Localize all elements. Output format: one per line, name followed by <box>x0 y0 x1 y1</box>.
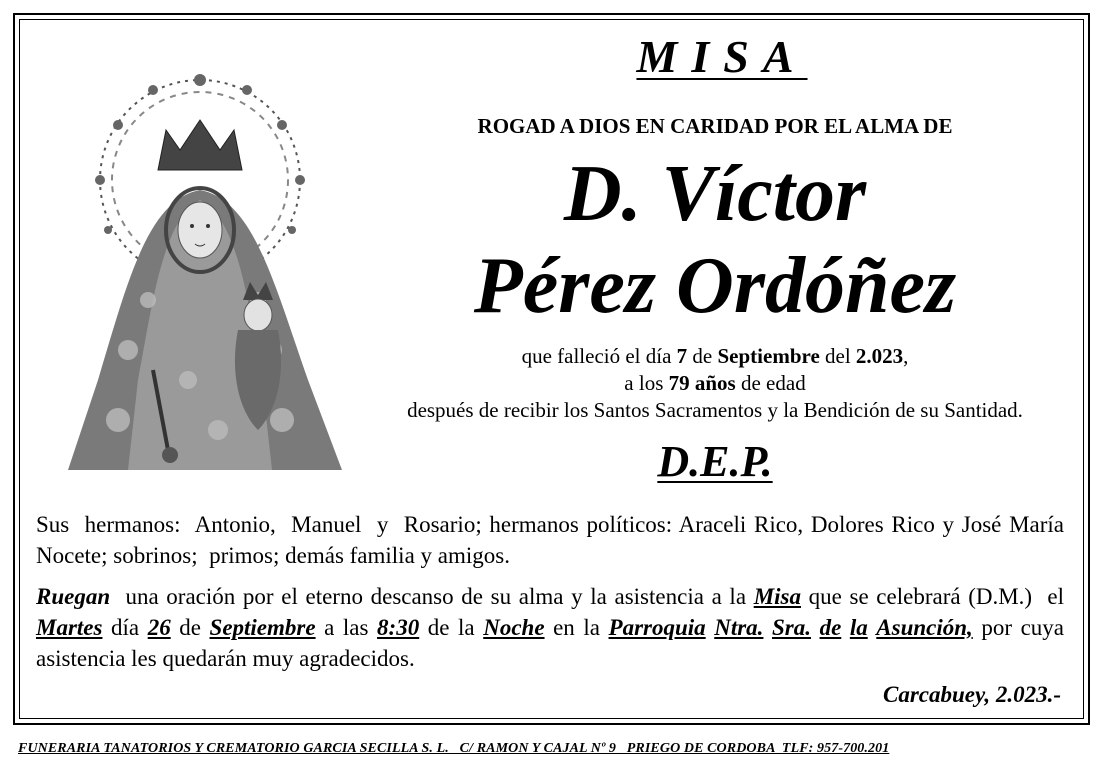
death-details <box>340 343 1090 424</box>
mass-paragraph: Ruegan una oración por el eterno descanso de su alma y la asistencia a la Misa que se celebrará (D.M.) el Martes día 26 de Septiembre a las 8:30 de la Noche en la Parroquia Ntra. Sra. de la Asunción, por cuya asistencia les quedarán muy agradecidos. <box>36 584 1076 671</box>
deceased-name-line2: Pérez Ordóñez <box>473 242 957 330</box>
age-line: a los 79 años de edad <box>624 371 806 395</box>
heading-misa: MISA <box>636 31 808 82</box>
deceased-name-line1: D. Víctor <box>563 150 867 238</box>
intro-text: ROGAD A DIOS EN CARIDAD POR EL ALMA DE <box>477 114 953 138</box>
virgin-image <box>58 50 342 470</box>
sacraments-line: después de recibir los Santos Sacramentos y la Bendición de su Santidad. <box>407 398 1023 422</box>
death-date-line: que falleció el día 7 de Septiembre del 2.023, <box>521 344 909 368</box>
funeral-home-footer: FUNERARIA TANATORIOS Y CREMATORIO GARCIA SECILLA S. L. C/ RAMON Y CAJAL Nº 9 PRIEGO DE CORDOBA TLF: 957-700.201 <box>18 741 890 756</box>
dep-heading: D.E.P. <box>657 437 773 486</box>
place-date: Carcabuey, 2.023.- <box>882 682 1061 707</box>
family-paragraph: Sus hermanos: Antonio, Manuel y Rosario; hermanos políticos: Araceli Rico, Dolores Rico y José María Nocete; sobrinos; primos; demás familia y amigos. <box>36 512 1070 568</box>
